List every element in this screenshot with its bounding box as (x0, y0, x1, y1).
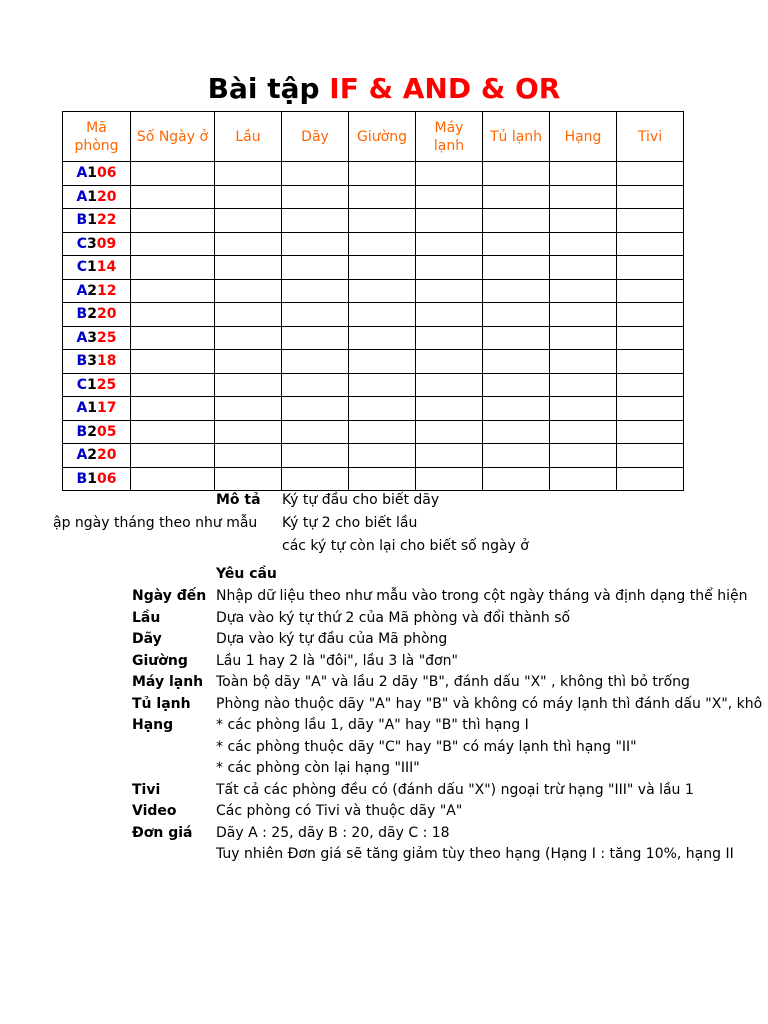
requirement-text: Tuy nhiên Đơn giá sẽ tăng giảm tùy theo hạng (Hạng I : tăng 10%, hạng II (216, 846, 734, 862)
table-cell[interactable] (483, 256, 550, 280)
room-code-digit: 2 (87, 282, 98, 299)
table-cell[interactable] (617, 303, 684, 327)
table-row (63, 232, 684, 256)
requirement-label: Giường (132, 652, 188, 669)
room-code-num: 25 (97, 329, 117, 346)
requirement-text: Nhập dữ liệu theo như mẫu vào trong cột ngày tháng và định dạng thể hiện (216, 588, 748, 604)
table-cell[interactable] (131, 444, 215, 468)
header-lau: Lầu (215, 112, 282, 162)
room-code-num: 20 (96, 306, 117, 323)
table-cell[interactable] (215, 303, 282, 327)
description-line-2: Ký tự 2 cho biết lầu (282, 515, 418, 531)
room-code-num: 20 (97, 188, 117, 205)
table-cell[interactable] (282, 397, 349, 421)
table-row (63, 303, 684, 327)
room-code-cell[interactable] (63, 209, 131, 233)
table-cell[interactable] (416, 185, 483, 209)
header-may-lanh: Máy lạnh (416, 112, 483, 162)
room-code-cell[interactable] (63, 467, 131, 491)
table-cell[interactable] (215, 256, 282, 280)
room-code-letter: C (76, 259, 88, 276)
room-code-digit: 2 (87, 306, 97, 323)
table-cell[interactable] (349, 397, 416, 421)
room-code-digit: 3 (87, 235, 97, 252)
table-cell[interactable] (349, 279, 416, 303)
room-code-cell[interactable] (63, 373, 131, 397)
room-code-letter: A (76, 400, 88, 417)
table-cell[interactable] (349, 420, 416, 444)
room-code-cell[interactable] (63, 162, 131, 186)
header-ma-phong: Mã phòng (63, 112, 131, 162)
table-cell[interactable] (483, 303, 550, 327)
room-code-num: 25 (96, 376, 117, 393)
table-cell[interactable] (617, 373, 684, 397)
room-code-cell[interactable] (63, 185, 131, 209)
table-cell[interactable] (349, 467, 416, 491)
table-cell[interactable] (215, 232, 282, 256)
table-cell[interactable] (550, 467, 617, 491)
requirement-text: Dãy A : 25, dãy B : 20, dãy C : 18 (216, 824, 450, 841)
table-cell[interactable] (215, 350, 282, 374)
description-line-3: các ký tự còn lại cho biết số ngày ở (282, 538, 529, 554)
requirement-text: Toàn bộ dãy "A" và lầu 2 dãy "B", đánh dấu "X" , không thì bỏ trống (216, 674, 690, 690)
table-cell[interactable] (349, 373, 416, 397)
room-code-cell[interactable] (63, 326, 131, 350)
table-cell[interactable] (550, 326, 617, 350)
room-code-num: 17 (97, 400, 117, 417)
room-code-num: 14 (96, 259, 117, 276)
table-row (63, 162, 684, 186)
header-hang: Hạng (550, 112, 617, 162)
room-code-num: 22 (96, 212, 117, 229)
table-cell[interactable] (282, 303, 349, 327)
table-cell[interactable] (550, 373, 617, 397)
table-cell[interactable] (483, 350, 550, 374)
table-cell[interactable] (282, 162, 349, 186)
table-cell[interactable] (215, 326, 282, 350)
table-cell[interactable] (282, 350, 349, 374)
room-code-letter: B (76, 306, 88, 323)
table-cell[interactable] (416, 162, 483, 186)
table-cell[interactable] (483, 209, 550, 233)
table-cell[interactable] (282, 209, 349, 233)
room-code-num: 18 (96, 353, 117, 370)
table-cell[interactable] (483, 467, 550, 491)
table-cell[interactable] (282, 232, 349, 256)
requirement-text: Các phòng có Tivi và thuộc dãy "A" (216, 803, 463, 819)
title-highlight: IF & AND & OR (329, 72, 561, 105)
room-code-cell[interactable] (63, 350, 131, 374)
requirement-label: Tủ lạnh (132, 695, 191, 712)
table-cell[interactable] (282, 467, 349, 491)
table-cell[interactable] (282, 444, 349, 468)
table-cell[interactable] (483, 326, 550, 350)
requirement-label: Máy lạnh (132, 674, 204, 690)
table-cell[interactable] (550, 232, 617, 256)
table-row (63, 185, 684, 209)
header-tu-lanh: Tủ lạnh (483, 112, 550, 162)
requirement-label: Video (132, 803, 177, 819)
table-cell[interactable] (550, 185, 617, 209)
header-giuong: Giường (349, 112, 416, 162)
room-code-letter: C (76, 235, 88, 252)
requirement-text: * các phòng thuộc dãy "C" hay "B" có máy lạnh thì hạng "II" (216, 738, 637, 755)
room-code-letter: B (76, 470, 88, 487)
table-cell[interactable] (131, 279, 215, 303)
table-cell[interactable] (349, 350, 416, 374)
room-code-digit: 2 (87, 423, 97, 440)
table-cell[interactable] (349, 162, 416, 186)
room-code-cell[interactable] (63, 232, 131, 256)
table-cell[interactable] (215, 373, 282, 397)
table-cell[interactable] (416, 279, 483, 303)
table-cell[interactable] (131, 303, 215, 327)
table-cell[interactable] (215, 397, 282, 421)
room-code-cell[interactable] (63, 303, 131, 327)
header-tivi: Tivi (617, 112, 684, 162)
table-row (63, 467, 684, 491)
room-code-cell[interactable] (63, 444, 131, 468)
table-cell[interactable] (215, 209, 282, 233)
table-cell[interactable] (349, 303, 416, 327)
requirements-heading: Yêu cầu (216, 566, 277, 582)
table-cell[interactable] (215, 185, 282, 209)
room-code-cell[interactable] (63, 420, 131, 444)
requirement-label: Ngày đến (132, 588, 207, 604)
table-row (63, 350, 684, 374)
table-cell[interactable] (131, 420, 215, 444)
table-cell[interactable] (416, 232, 483, 256)
table-cell[interactable] (617, 256, 684, 280)
table-cell[interactable] (131, 256, 215, 280)
room-code-num: 05 (96, 423, 117, 440)
table-row (63, 326, 684, 350)
requirement-text: Tất cả các phòng đều có (đánh dấu "X") ngoại trừ hạng "III" và lầu 1 (216, 781, 694, 798)
table-row (63, 397, 684, 421)
room-code-letter: A (76, 188, 88, 205)
table-cell[interactable] (416, 467, 483, 491)
table-cell[interactable] (282, 185, 349, 209)
requirement-text: * các phòng lầu 1, dãy "A" hay "B" thì hạng I (216, 717, 529, 733)
room-code-letter: B (76, 353, 88, 370)
room-code-letter: B (76, 423, 88, 440)
table-cell[interactable] (550, 420, 617, 444)
room-code-num: 20 (97, 447, 117, 464)
table-cell[interactable] (617, 162, 684, 186)
table-cell[interactable] (131, 350, 215, 374)
table-cell[interactable] (215, 420, 282, 444)
room-code-letter: A (76, 329, 88, 346)
requirement-text: * các phòng còn lại hạng "III" (216, 760, 420, 776)
room-code-num: 06 (97, 165, 117, 182)
table-header-row (63, 112, 684, 162)
table-cell[interactable] (215, 444, 282, 468)
table-cell[interactable] (349, 232, 416, 256)
room-code-digit: 1 (87, 212, 97, 229)
room-code-digit: 1 (87, 376, 97, 393)
table-cell[interactable] (617, 420, 684, 444)
table-cell[interactable] (131, 209, 215, 233)
table-cell[interactable] (550, 162, 617, 186)
table-row (63, 256, 684, 280)
table-cell[interactable] (282, 279, 349, 303)
room-code-cell[interactable] (63, 279, 131, 303)
table-cell[interactable] (483, 279, 550, 303)
requirement-label: Đơn giá (132, 824, 193, 841)
table-cell[interactable] (416, 209, 483, 233)
table-cell[interactable] (550, 350, 617, 374)
room-code-num: 09 (96, 235, 117, 252)
room-code-letter: A (76, 282, 88, 299)
table-cell[interactable] (617, 185, 684, 209)
table-cell[interactable] (416, 420, 483, 444)
room-code-cell[interactable] (63, 256, 131, 280)
table-cell[interactable] (617, 444, 684, 468)
table-cell[interactable] (416, 373, 483, 397)
requirement-label: Dãy (132, 631, 162, 647)
table-cell[interactable] (550, 397, 617, 421)
table-cell[interactable] (416, 444, 483, 468)
description-line-1: Ký tự đầu cho biết dãy (282, 492, 440, 508)
table-cell[interactable] (617, 232, 684, 256)
table-cell[interactable] (131, 185, 215, 209)
header-day: Dãy (282, 112, 349, 162)
table-cell[interactable] (131, 326, 215, 350)
table-cell[interactable] (617, 467, 684, 491)
room-code-letter: B (76, 212, 88, 229)
table-row (63, 279, 684, 303)
table-row (63, 373, 684, 397)
table-cell[interactable] (349, 444, 416, 468)
header-so-ngay-o: Số Ngày ở (131, 112, 215, 162)
room-code-cell[interactable] (63, 397, 131, 421)
room-code-digit: 3 (87, 353, 97, 370)
table-cell[interactable] (483, 444, 550, 468)
table-row (63, 420, 684, 444)
table-cell[interactable] (131, 162, 215, 186)
title-prefix: Bài tập (207, 72, 330, 105)
requirement-text: Lầu 1 hay 2 là "đôi", lầu 3 là "đơn" (216, 652, 458, 669)
table-cell[interactable] (131, 373, 215, 397)
table-cell[interactable] (483, 162, 550, 186)
requirement-text: Dựa vào ký tự thứ 2 của Mã phòng và đổi thành số (216, 609, 571, 626)
table-cell[interactable] (483, 420, 550, 444)
room-code-letter: A (76, 165, 88, 182)
table-row (63, 209, 684, 233)
table-cell[interactable] (349, 209, 416, 233)
table-cell[interactable] (617, 326, 684, 350)
table-cell[interactable] (550, 303, 617, 327)
description-label: Mô tả (216, 492, 261, 508)
table-cell[interactable] (349, 256, 416, 280)
requirement-label: Hạng (132, 717, 174, 733)
table-cell[interactable] (416, 256, 483, 280)
requirement-label: Tivi (132, 781, 161, 798)
table-cell[interactable] (215, 162, 282, 186)
room-code-digit: 2 (87, 447, 98, 464)
table-cell[interactable] (617, 279, 684, 303)
table-cell[interactable] (131, 397, 215, 421)
table-cell[interactable] (131, 232, 215, 256)
table-cell[interactable] (215, 279, 282, 303)
table-cell[interactable] (550, 444, 617, 468)
table-cell[interactable] (416, 397, 483, 421)
room-code-num: 06 (96, 470, 117, 487)
page-title (0, 72, 768, 105)
table-cell[interactable] (550, 279, 617, 303)
room-code-num: 12 (97, 282, 117, 299)
room-code-digit: 3 (87, 329, 98, 346)
table-cell[interactable] (550, 209, 617, 233)
room-code-digit: 1 (87, 259, 97, 276)
table-cell[interactable] (416, 303, 483, 327)
table-cell[interactable] (416, 350, 483, 374)
table-cell[interactable] (550, 256, 617, 280)
table-cell[interactable] (483, 373, 550, 397)
room-code-digit: 1 (87, 400, 98, 417)
table-cell[interactable] (617, 209, 684, 233)
room-code-digit: 1 (87, 188, 98, 205)
room-code-letter: C (76, 376, 88, 393)
room-code-letter: A (76, 447, 88, 464)
table-cell[interactable] (349, 185, 416, 209)
table-cell[interactable] (349, 326, 416, 350)
table-cell[interactable] (131, 467, 215, 491)
requirement-text: Phòng nào thuộc dãy "A" hay "B" và không có máy lạnh thì đánh dấu "X", khô (216, 695, 763, 712)
table-cell[interactable] (483, 232, 550, 256)
table-cell[interactable] (617, 350, 684, 374)
table-cell[interactable] (416, 326, 483, 350)
table-cell[interactable] (282, 373, 349, 397)
table-cell[interactable] (483, 185, 550, 209)
description-clipped-text: ập ngày tháng theo như mẫu (53, 515, 258, 531)
table-cell[interactable] (282, 420, 349, 444)
table-cell[interactable] (483, 397, 550, 421)
requirement-text: Dựa vào ký tự đầu của Mã phòng (216, 631, 448, 647)
room-code-digit: 1 (87, 165, 98, 182)
requirement-label: Lầu (132, 609, 161, 626)
table-cell[interactable] (282, 256, 349, 280)
room-code-digit: 1 (87, 470, 97, 487)
room-table (62, 111, 684, 491)
table-row (63, 444, 684, 468)
table-cell[interactable] (215, 467, 282, 491)
table-cell[interactable] (617, 397, 684, 421)
table-cell[interactable] (282, 326, 349, 350)
